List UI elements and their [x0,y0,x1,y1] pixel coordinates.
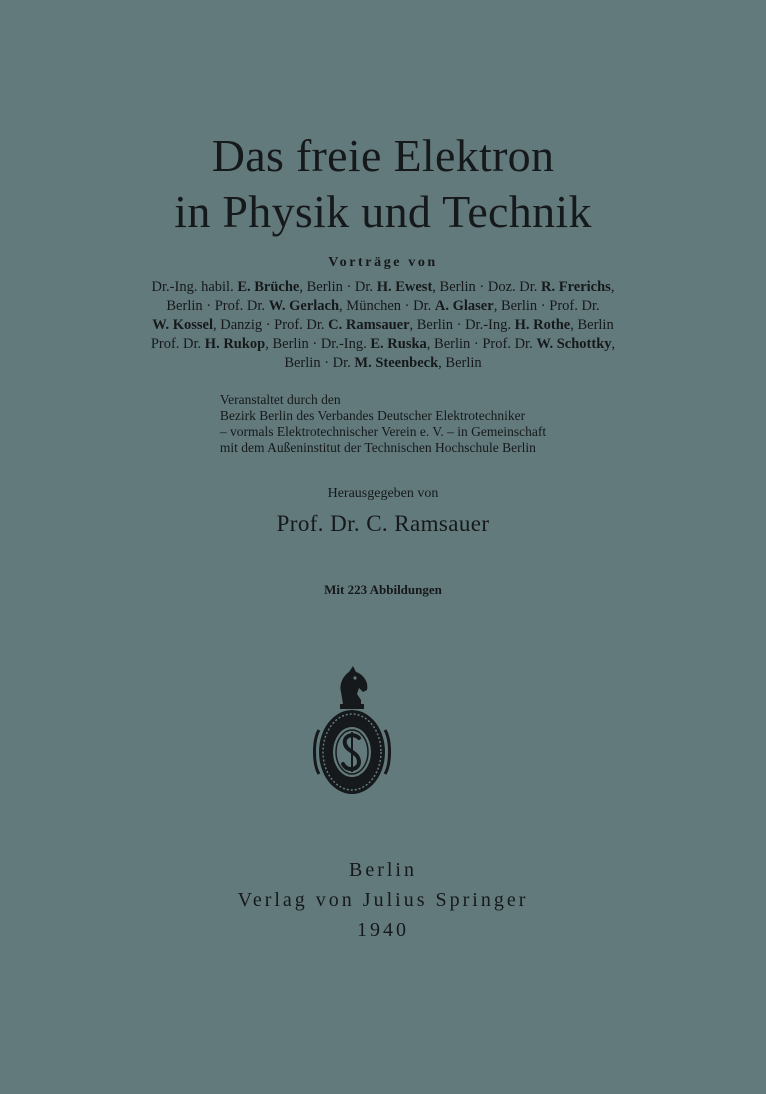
author-affiliation-text: , Berlin · Doz. Dr. [432,279,542,295]
illustrations-note: Mit 223 Abbildungen [324,582,442,597]
author-name: R. Frerichs [541,279,611,295]
title-line-2: in Physik und Technik [174,186,592,237]
author-name: H. Rukop [204,336,266,352]
organizer-line: Bezirk Berlin des Verbandes Deutscher Elektrotechniker [219,408,526,423]
author-name: E. Brüche [237,279,300,295]
publisher-block [0,855,766,945]
author-affiliation-text: , Berlin · Dr.-Ing. [265,336,371,352]
author-affiliation-text: , Berlin · Dr.-Ing. [409,317,515,333]
organizer-block [0,392,766,456]
author-name: M. Steenbeck [354,355,439,371]
publisher-city: Berlin [349,859,417,881]
author-line [0,335,766,354]
author-name: A. Glaser [434,298,494,314]
springer-horse-logo-icon [313,660,391,800]
author-affiliation-text: Prof. Dr. [150,336,205,352]
author-list [0,278,766,373]
editor-name: Prof. Dr. C. Ramsauer [276,511,490,536]
publication-year: 1940 [357,919,409,941]
organizer-line: mit dem Außeninstitut der Technischen Hochschule Berlin [219,440,536,455]
author-name: W. Kossel [152,317,213,333]
organizer-line: – vormals Elektrotechnischer Verein e. V. – in Gemeinschaft [219,424,547,439]
author-line [0,278,766,297]
author-affiliation-text: , [610,279,615,295]
author-name: W. Schottky [536,336,612,352]
author-line [0,316,766,335]
author-name: C. Ramsauer [328,317,410,333]
author-affiliation-text: Berlin · Prof. Dr. [166,298,269,314]
author-affiliation-text: , [611,336,616,352]
publisher-name: Verlag von Julius Springer [237,889,529,911]
author-affiliation-text: , München · Dr. [339,298,435,314]
author-line [0,354,766,373]
author-affiliation-text: Dr.-Ing. habil. [151,279,238,295]
edited-by-label: Herausgegeben von [327,486,439,501]
author-line [0,297,766,316]
author-name: H. Rothe [514,317,571,333]
lectures-by-label: Vorträge von [328,255,438,270]
author-affiliation-text: , Berlin [570,317,614,333]
author-affiliation-text: , Danzig · Prof. Dr. [212,317,329,333]
author-affiliation-text: Berlin · Dr. [284,355,355,371]
author-name: E. Ruska [370,336,427,352]
title-line-1: Das freie Elektron [211,130,555,181]
author-name: H. Ewest [376,279,433,295]
author-affiliation-text: , Berlin · Dr. [299,279,377,295]
author-affiliation-text: , Berlin [438,355,482,371]
author-name: W. Gerlach [268,298,340,314]
author-affiliation-text: , Berlin · Prof. Dr. [426,336,537,352]
organizer-line: Veranstaltet durch den [219,392,341,407]
author-affiliation-text: , Berlin · Prof. Dr. [493,298,600,314]
